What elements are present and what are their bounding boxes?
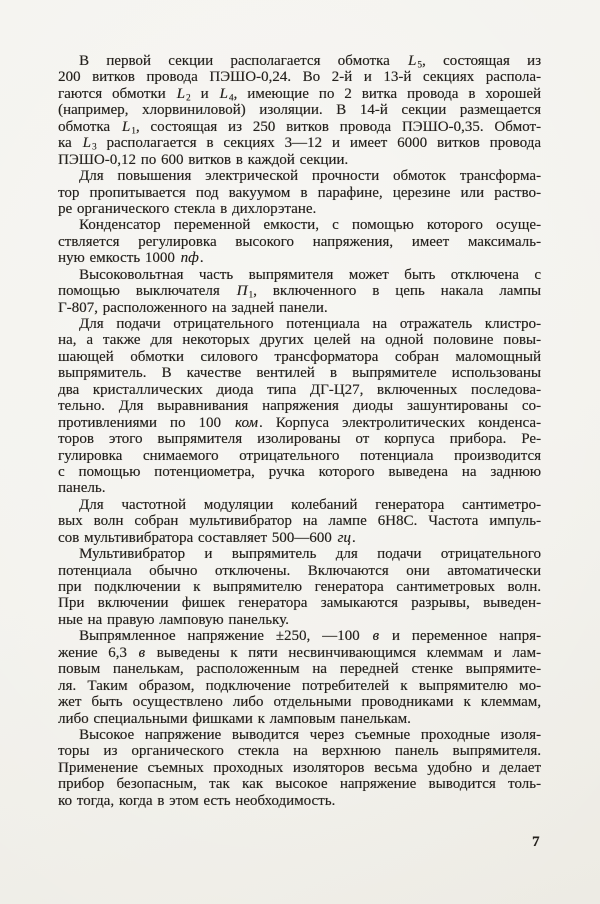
paragraph xyxy=(58,316,541,497)
text-line: Для подачи отрицательного потенциала на отражатель клистро- xyxy=(79,316,541,332)
text-line: выпрямитель. В качестве вентилей в выпрямителе использованы xyxy=(58,365,541,382)
text-line: (например, хлорвиниловой) изоляции. В 14-й секции размещается xyxy=(58,102,541,119)
text-line: вых волн собран мультивибратор на лампе 6Н8С. Частота импуль- xyxy=(58,513,541,530)
text-line: Высоковольтная часть выпрямителя может быть отключена с xyxy=(79,266,541,283)
text-line: гулировка снимаемого отрицательного потенциала производится xyxy=(58,447,541,464)
text-line: ствляется регулировка высокого напряжения, имеет максималь- xyxy=(58,233,541,250)
text-line: обмотка $L_1$, состоящая из 250 витков провода ПЭШО-0,35. Обмот- xyxy=(58,118,541,136)
text-line: Конденсатор переменной емкости, с помощью которого осуще- xyxy=(79,217,541,234)
text-line: Для частотной модуляции колебаний генератора сантиметро- xyxy=(79,496,541,513)
text-line: 200 витков провода ПЭШО-0,24. Во 2-й и 13-й секциях распола- xyxy=(58,69,541,86)
paragraph xyxy=(58,168,541,217)
text-line: ре органического стекла в дихлорэтане. xyxy=(58,200,317,217)
text-line: с помощью потенциометра, ручка которого выведена на заднюю xyxy=(58,463,541,480)
text-line: жет быть осуществлено либо отдельными проводниками к клеммам, xyxy=(58,694,541,711)
text-line: на, а также для некоторых других целей на одной половине повы- xyxy=(58,332,541,349)
text-line: потенциала обычно отключены. Включаются они автоматически xyxy=(58,562,541,579)
text-line: при подключении к выпрямителю генератора сантиметровых волн. xyxy=(58,579,541,595)
text-line: прибор безопасным, так как высокое напряжение выводится толь- xyxy=(58,776,541,793)
text-line: повым панелькам, расположенным на передней стенке выпрямите- xyxy=(58,661,541,678)
paragraph xyxy=(58,53,541,168)
text-line: ля. Таким образом, подключение потребителей к выпрямителю мо- xyxy=(58,677,541,694)
text-line: Применение съемных проходных изоляторов весьма удобно и делает xyxy=(58,759,541,776)
text-line: Выпрямленное напряжение ±250, —100 в и переменное напря- xyxy=(79,628,541,645)
paragraph xyxy=(58,497,541,546)
text-line: шающей обмотки силового трансформатора собран маломощный xyxy=(58,348,541,365)
text-line: жение 6,3 в выведены к пяти несвинчивающимся клеммам и лам- xyxy=(58,644,541,661)
text-line: противлениями по 100 ком. Корпуса электролитических конденса- xyxy=(58,414,541,431)
text-line: гаются обмотки $L_2$ и $L_4$, имеющие по 2 витка провода в хорошей xyxy=(58,85,541,103)
text-line: тор пропитывается под вакуумом в парафине, церезине или раство- xyxy=(58,184,541,201)
page-text xyxy=(58,53,541,809)
paragraph xyxy=(58,546,541,628)
paragraph xyxy=(58,217,541,266)
paragraph xyxy=(58,628,541,727)
text-line: торов этого выпрямителя изолированы от корпуса прибора. Ре- xyxy=(58,431,541,448)
text-line: В первой секции располагается обмотка $L_5$, состоящая из xyxy=(79,53,541,70)
text-line: ко тогда, когда в этом есть необходимость. xyxy=(58,792,336,809)
text-line: Для повышения электрической прочности обмоток трансформа- xyxy=(79,168,541,185)
text-line: ную емкость 1000 пф. xyxy=(58,250,204,267)
text-line: ка $L_3$ располагается в секциях 3—12 и имеет 6000 витков провода xyxy=(58,135,541,152)
text-line: Г-807, расположенного на задней панели. xyxy=(58,299,328,316)
text-line: помощью выключателя $П_1$, включенного в цепь накала лампы xyxy=(58,283,541,300)
text-line: Высокое напряжение выводится через съемные проходные изоля- xyxy=(79,726,541,743)
page-number: 7 xyxy=(532,834,540,850)
text-line: ПЭШО-0,12 по 600 витков в каждой секции. xyxy=(58,151,349,168)
text-line: Мультивибратор и выпрямитель для подачи отрицательного xyxy=(79,546,541,563)
text-line: панель. xyxy=(58,480,106,497)
text-line: ные на правую ламповую панельку. xyxy=(58,611,289,628)
paragraph xyxy=(58,727,541,809)
text-line: два кристаллических диода типа ДГ-Ц27, включенных последова- xyxy=(58,381,541,398)
text-line: торы из органического стекла на верхнюю панель выпрямителя. xyxy=(58,743,541,760)
text-line: При включении фишек генератора замыкаются разрывы, выведен- xyxy=(58,595,541,612)
text-line: тельно. Для выравнивания напряжения диоды зашунтированы со- xyxy=(58,398,541,415)
text-line: либо специальными фишками к ламповым панелькам. xyxy=(58,710,411,727)
paragraph xyxy=(58,267,541,316)
text-line: сов мультивибратора составляет 500—600 гц. xyxy=(58,529,356,546)
